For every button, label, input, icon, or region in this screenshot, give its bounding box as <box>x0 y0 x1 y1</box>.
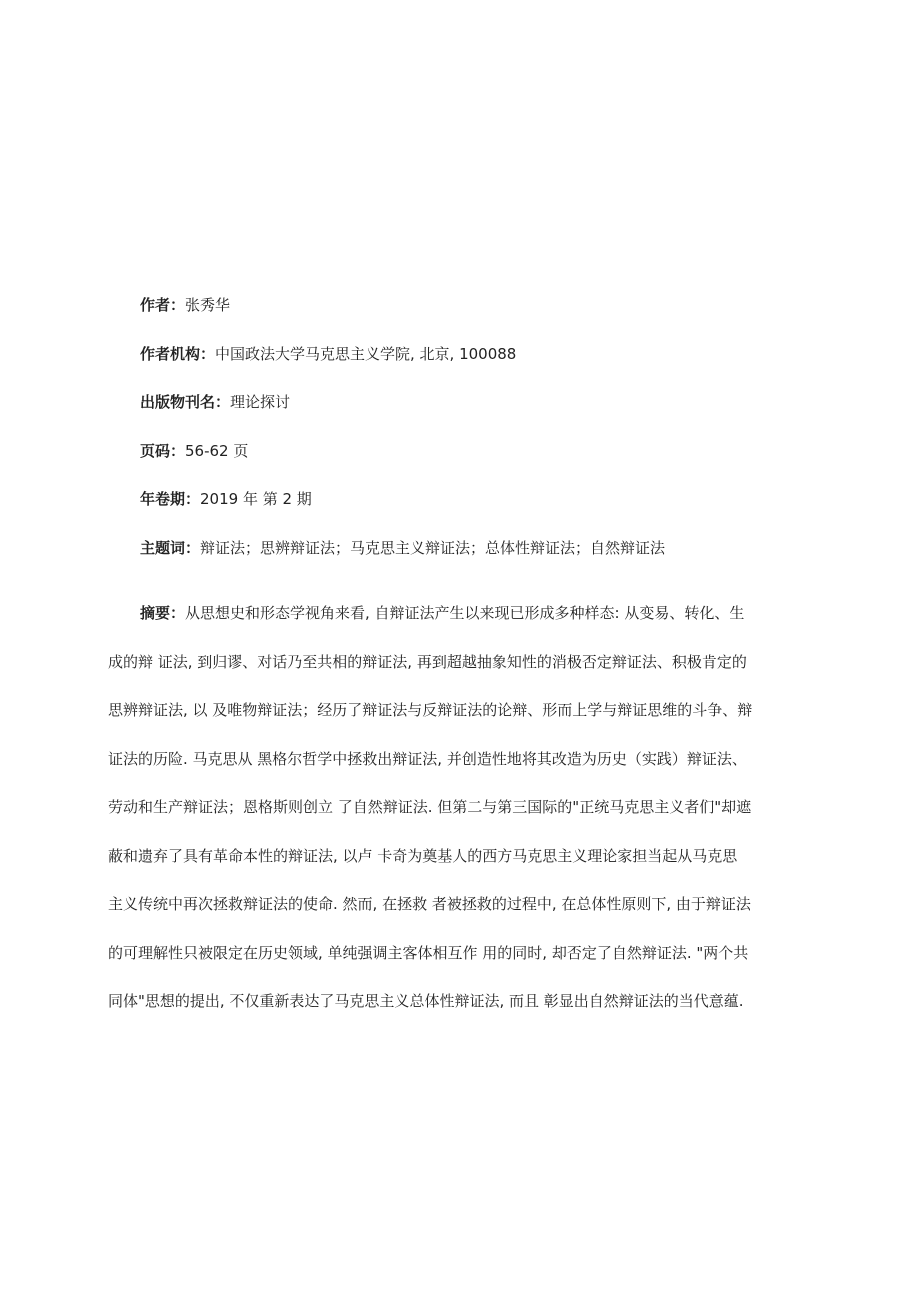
abstract-line: 同体"思想的提出, 不仅重新表达了马克思主义总体性辩证法, 而且 彰显出自然辩证法的当代意蕴. <box>108 992 744 1010</box>
affiliation-row <box>140 341 840 390</box>
author-value: 张秀华 <box>185 296 231 314</box>
pages-value: 56-62 页 <box>185 441 249 460</box>
affiliation-label: 作者机构： <box>140 344 216 363</box>
journal-label: 出版物刊名： <box>140 393 231 412</box>
abstract-line: 思辨辩证法, 以 及唯物辩证法；经历了辩证法与反辩证法的论辩、形而上学与辩证思维的斗争、辩 <box>108 701 753 719</box>
affiliation-value: 中国政法大学马克思主义学院, 北京, 100088 <box>215 344 517 363</box>
journal-value: 理论探讨 <box>230 393 291 412</box>
abstract-line: 劳动和生产辩证法；恩格斯则创立 了自然辩证法. 但第二与第三国际的"正统马克思主义者们"却遮 <box>108 798 752 816</box>
abstract-text: 从思想史和形态学视角来看, 自辩证法产生以来现已形成多种样态: 从变易、转化、生 <box>185 604 745 622</box>
journal-row <box>140 389 840 438</box>
abstract <box>108 600 820 1037</box>
issue-label: 年卷期： <box>140 490 201 509</box>
issue-value: 2019 年 第 2 期 <box>200 490 312 509</box>
abstract-line: 蔽和遗弃了具有革命本性的辩证法, 以卢 卡奇为奠基人的西方马克思主义理论家担当起从马克思 <box>108 846 738 865</box>
keywords-row <box>140 535 840 584</box>
issue-row <box>140 486 840 535</box>
abstract-line: 的可理解性只被限定在历史领域, 单纯强调主客体相互作 用的同时, 却否定了自然辩证法. "两个共 <box>108 943 749 962</box>
author-row <box>140 292 840 341</box>
author-label: 作者： <box>140 296 186 314</box>
abstract-line: 主义传统中再次拯救辩证法的使命. 然而, 在拯救 者被拯救的过程中, 在总体性原则下, 由于辩证法 <box>108 895 751 913</box>
abstract-line: 成的辩 证法, 到归谬、对话乃至共相的辩证法, 再到超越抽象知性的消极否定辩证法、积极肯定的 <box>108 652 747 671</box>
abstract-label: 摘要： <box>140 604 186 622</box>
abstract-line <box>108 600 820 649</box>
article-metadata <box>140 292 840 584</box>
pages-label: 页码： <box>140 441 186 460</box>
keywords-label: 主题词： <box>140 538 201 557</box>
abstract-line: 证法的历险. 马克思从 黑格尔哲学中拯救出辩证法, 并创造性地将其改造为历史（实践）辩证法、 <box>108 749 747 768</box>
pages-row <box>140 438 840 487</box>
keywords-value: 辩证法；思辨辩证法；马克思主义辩证法；总体性辩证法；自然辩证法 <box>200 538 666 557</box>
